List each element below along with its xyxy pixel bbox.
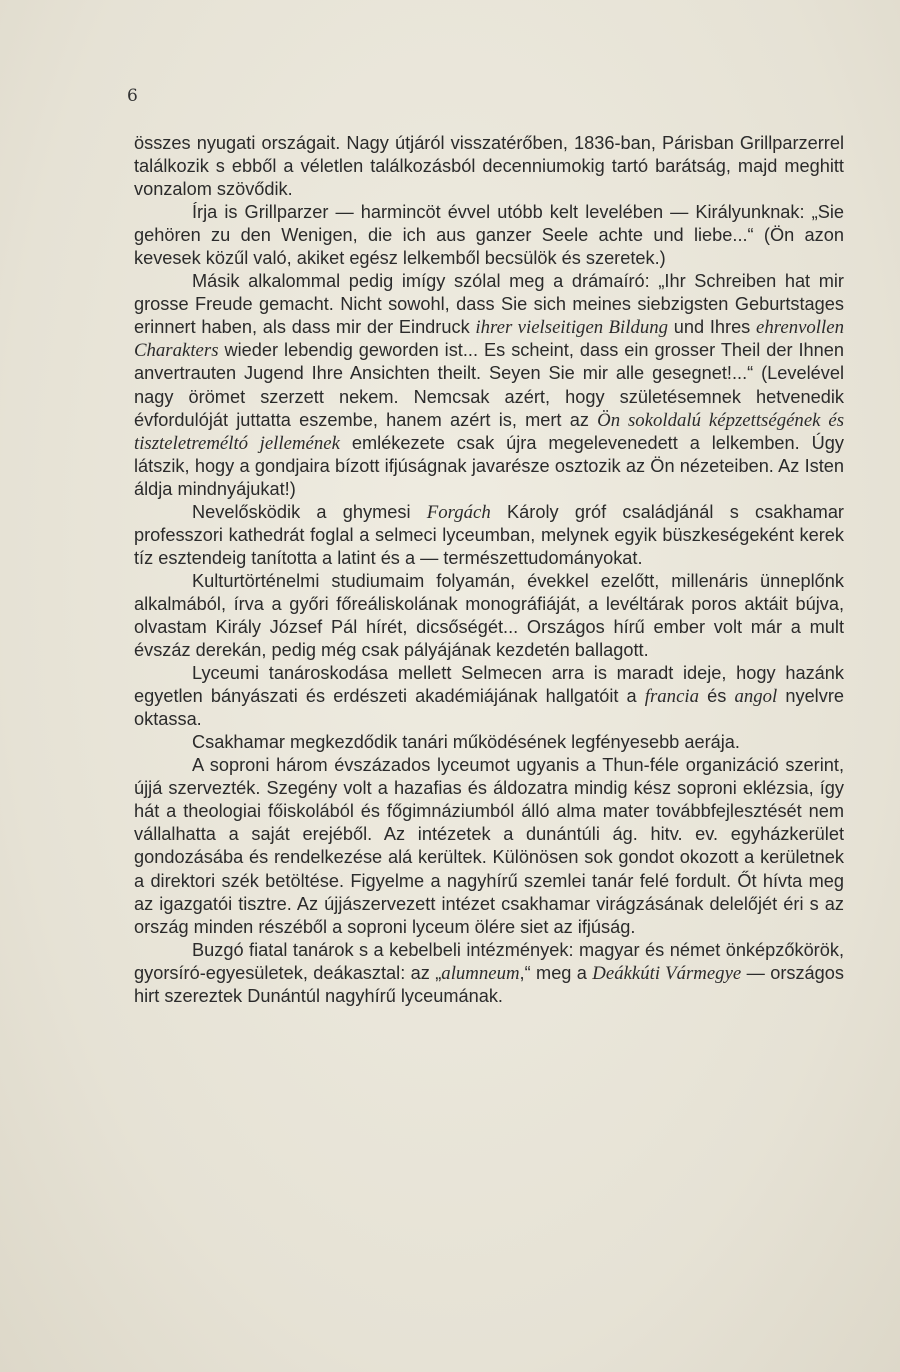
paragraph-3-text-a: Másik alkalommal pedig imígy szólal meg a drámaíró: „Ihr Schreiben hat mir grosse Freude gemacht. Nicht sowohl, dass Sie sich meines siebzigsten Geburtstages erinnert haben, als dass mir der Eindruck [134, 271, 844, 338]
paragraph-8: A soproni három évszázados lyceumot ugyanis a Thun-féle organizáció szerint, újjá szervezték. Szegény volt a hazafias és áldozatra mindig kész soproni eklézsia, így hát a theologiai főiskolából és főgimnáziumból álló alma mater továbbfejlesztését nem vállalhatta a saját erejéből. Az intézetek a dunántúli ág. hitv. ev. egyházkerület gondozásába és rendelkezése alá kerültek. Különösen sok gondot okozott a kerületnek a direktori szék betöltése. Figyelme a nagyhírű szemlei tanár felé fordult. Őt hívta meg az igazgatói tisztre. Az újjászervezett intézet csakhamar virágzásának delelőjét éri s az ország minden részéből a soproni lyceum ölére siet az ifjúság. [134, 755, 844, 937]
paragraph-3 [134, 270, 844, 500]
paragraph-4-italic-1: Forgách [426, 501, 491, 523]
paragraph-6-text-a: Lyceumi tanároskodása mellett Selmecen arra is maradt ideje, hogy hazánk egyetlen bányászati és erdészeti akadémiájának hallgatóit a [134, 663, 844, 707]
paragraph-4-text-b: Károly gróf családjánál s csakhamar professzori kathedrát foglal a selmeci lyceumban, melynek egyik büszkeségeként kerek tíz esztendeig tanította a latint és a — természettudományokat. [134, 501, 844, 568]
paragraph-3-text-b: und Ihres [668, 317, 757, 338]
paragraph-9-italic-2: Deákkúti Vármegye [592, 962, 742, 984]
paragraph-3-italic-2: ehrenvollen Charakters [134, 317, 844, 362]
paragraph-5: Kulturtörténelmi studiumaim folyamán, évekkel ezelőtt, millenáris ünneplőnk alkalmából, írva a győri főreáliskolának monográfiáját, a levéltárak poros aktáit bújva, olvastam Király József Pál hírét, dicsőségét... Országos hírű ember volt már a mult évszáz derekán, pedig még csak pályájának kezdetén ballagott. [134, 570, 844, 661]
paragraph-9-text-a: Buzgó fiatal tanárok s a kebelbeli intézmények: magyar és német önképzőkörök, gyorsíró-egyesületek, deákasztal: az „ [134, 939, 844, 983]
paragraph-4-text-a: Nevelősködik a ghymesi [192, 501, 427, 522]
paragraph-3-italic-1: ihrer vielseitigen Bildung [475, 317, 669, 339]
paragraph-9 [134, 939, 844, 1008]
paragraph-6-italic-1: francia [644, 686, 700, 708]
paragraph-6-text-b: és [699, 686, 735, 707]
paragraph-6 [134, 662, 844, 731]
page-number: 6 [127, 86, 138, 106]
paragraph-6-italic-2: angol [734, 686, 778, 708]
paragraph-9-text-c: — országos hirt szereztek Dunántúl nagyhírű lyceumának. [134, 962, 844, 1006]
paragraph-7: Csakhamar megkezdődik tanári működésének legfényesebb aerája. [192, 732, 740, 753]
paragraph-3-italic-3: Ön sokoldalú képzettségének és tiszteletreméltó jellemének [134, 409, 845, 454]
paragraph-3-text-c: wieder lebendig geworden ist... Es scheint, dass ein grosser Theil der Ihnen anvertrauten Jugend Ihre Ansichten theilt. Seyen Sie mir alle gesegnet!...“ (Levelével nagy örömet szerzett nekem. Nemcsak azért, hogy születésemnek hetvenedik évfordulóját juttatta eszembe, hanem azért is, mert az [134, 340, 844, 430]
paragraph-9-italic-1: alumneum [441, 962, 520, 984]
paragraph-6-text-c: nyelvre oktassa. [134, 686, 844, 730]
paragraph-9-text-b: ,“ meg a [519, 962, 593, 983]
paragraph-1: összes nyugati országait. Nagy útjáról visszatérőben, 1836-ban, Párisban Grillparzerrel találkozik s ebből a véletlen találkozásból decenniumokig tartó barátság, majd meghitt vonzalom szövődik. [134, 133, 844, 200]
paragraph-3-text-d: emlékezete csak újra megelevenedett a lelkemben. Úgy látszik, hogy a gondjaira bízott ifjúságnak javarésze osztozik az Ön nézeteiben. Az Isten áldja mindnyájukat!) [134, 432, 844, 499]
paragraph-4 [134, 501, 844, 570]
paragraph-2: Írja is Grillparzer — harmincöt évvel utóbb kelt levelében — Királyunknak: „Sie gehören zu den Wenigen, die ich aus ganzer Seele achte und liebe...“ (Ön azon kevesek közűl való, akiket egész lelkemből becsülök és szeretek.) [134, 202, 844, 269]
body-text [134, 132, 844, 1008]
